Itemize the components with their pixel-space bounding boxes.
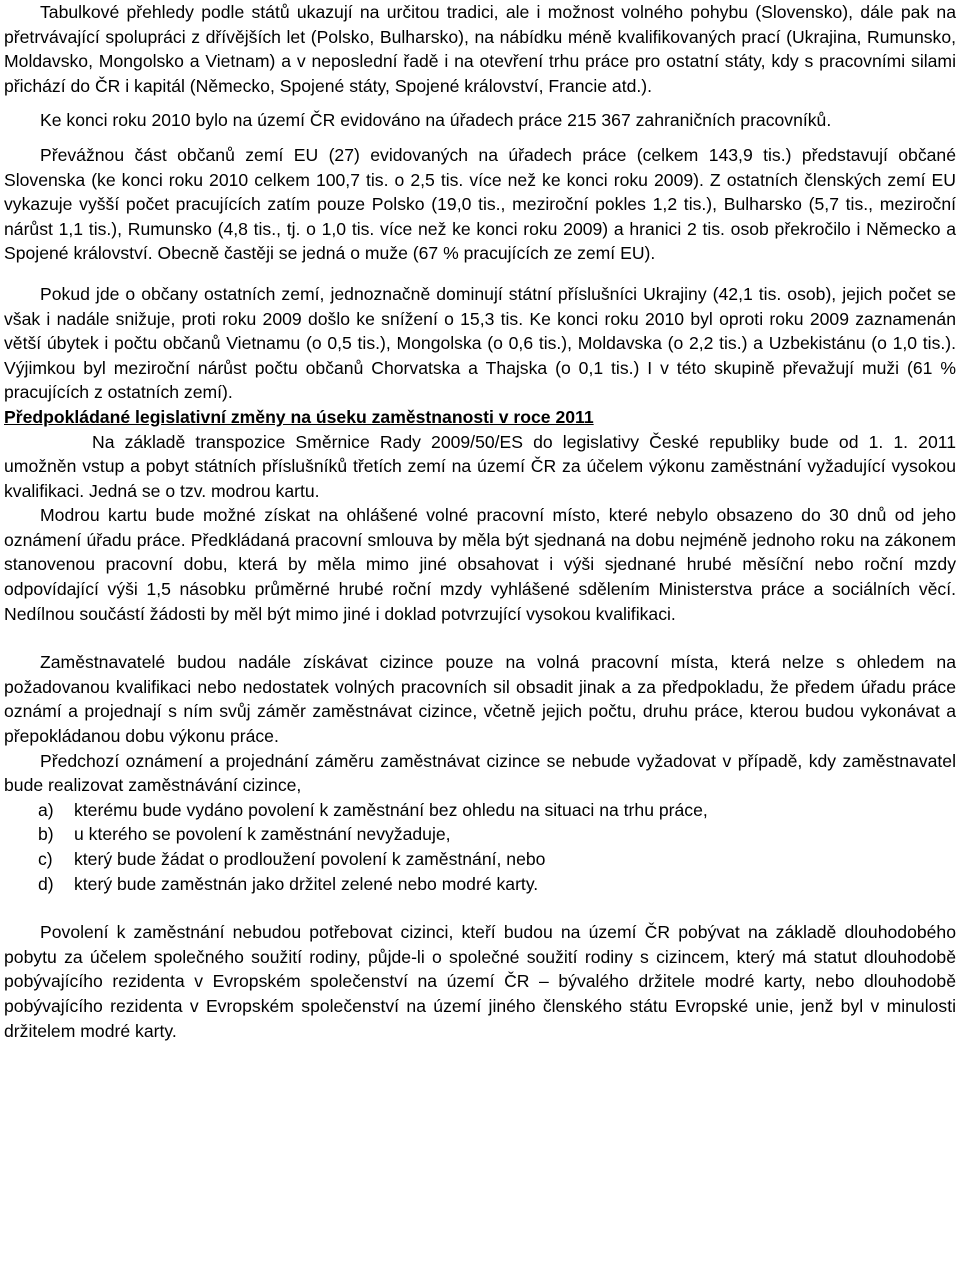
paragraph-country-overview: Tabulkové přehledy podle států ukazují na určitou tradici, ale i možnost volného pohybu (Slovensko), dále pak na přetrvávající spolupráci z dřívějších let (Polsko, Bulharsko), na nábídku méně kvalifikovaných prací (Ukrajina, Rumunsko, Moldavsko, Mongolsko a Vietnam) a v neposlední řadě i na otevření trhu práce pro ostatní státy, kdy s pracovními silami přichází do ČR i kapitál (Německo, Spojené státy, Spojené království, Francie atd.).	[4, 2, 956, 96]
list-item	[4, 872, 960, 897]
paragraph-employers: Zaměstnavatelé budou nadále získávat cizince pouze na volná pracovní místa, která nelze s ohledem na požadovanou kvalifikaci nebo nedostatek volných pracovních sil obsadit jinak a za předpokladu, že předem úřadu práce oznámí a projednají s ním svůj záměr zaměstnávat cizince, včetně jejich počtu, druhu práce, kterou budou vykonávat a přepokládanou dobu výkonu práce.	[4, 652, 956, 747]
paragraph-eu-citizens: Převážnou část občanů zemí EU (27) evidovaných na úřadech práce (celkem 143,9 tis.) představují občané Slovenska (ke konci roku 2010 celkem 100,7 tis. o 2,5 tis. více než ke konci roku 2009). Z ostatních členských zemí EU vykazuje vyšší počet pracujících zatím pouze Polsko (19,0 tis., meziroční pokles 1,2 tis.), Bulharsko (5,7 tis., meziroční nárůst 1,1 tis.), Rumunsko (4,8 tis., tj. o 1,0 tis. více než ke konci roku 2009) a hranici 2 tis. osob překročilo i Německo a Spojené království. Obecně častěji se jedná o muže (67 % pracujících ze zemí EU).	[4, 144, 956, 264]
paragraph-blue-card-conditions: Modrou kartu bude možné získat na ohlášené volné pracovní místo, které nebylo obsazeno do 30 dnů od jeho oznámení úřadu práce. Předkládaná pracovní smlouva by měla být sjednaná na dobu nejméně jednoho roku na zákonem stanovenou pracovní dobu, která by měla mimo jiné obsahovat i výši sjednané hrubé měsíční nebo roční mzdy odpovídající výši 1,5 násobku průměrné hrubé roční mzdy vyhlášené sdělením Ministerstva práce a sociálních věcí. Nedílnou součástí žádosti by měl být mimo jiné i doklad potvrzující vysokou kvalifikaci.	[4, 505, 956, 624]
section-heading-legislative-changes: Předpokládané legislativní změny na úseku zaměstnanosti v roce 2011	[4, 406, 594, 427]
list-item	[4, 822, 960, 847]
exceptions-list	[4, 798, 960, 896]
paragraph-work-permit-exemption: Povolení k zaměstnání nebudou potřebovat cizinci, kteří budou na území ČR pobývat na základě dlouhodobého pobytu za účelem společného soužití rodiny, půjde-li o společné soužití rodiny s cizincem, který má statut dlouhodobě pobývajícího rezidenta v Evropském společenství na území ČR – bývalého držitele modré karty, nebo dlouhodobě pobývajícího rezidenta v Evropském společenství na území jiného členského státu Evropské unie, jenž byl v minulosti držitelem modré karty.	[4, 922, 956, 1041]
list-item-text: kterému bude vydáno povolení k zaměstnání bez ohledu na situaci na trhu práce,	[74, 799, 708, 820]
list-item	[4, 847, 960, 872]
paragraph-prior-notification: Předchozí oznámení a projednání záměru zaměstnávat cizince se nebude vyžadovat v případě, kdy zaměstnavatel bude realizovat zaměstnávání cizince,	[4, 750, 956, 796]
paragraph-blue-card-directive: Na základě transpozice Směrnice Rady 2009/50/ES do legislativy České republiky bude od 1. 1. 2011 umožněn vstup a pobyt státních příslušníků třetích zemí na území ČR za účelem výkonu zaměstnání vyžadující vysokou kvalifikaci. Jedná se o tzv. modrou kartu.	[4, 431, 956, 501]
list-item-text: který bude zaměstnán jako držitel zelené nebo modré karty.	[74, 873, 539, 894]
paragraph-other-countries: Pokud jde o občany ostatních zemí, jednoznačně dominují státní příslušníci Ukrajiny (42,1 tis. osob), jejich počet se však i nadále snižuje, proti roku 2009 došlo ke snížení o 15,3 tis. Ke konci roku 2010 byl oproti roku 2009 zaznamenán větší úbytek i počtu občanů Vietnamu (o 0,5 tis.), Mongolska (o 0,6 tis.), Moldavska (o 2,2 tis.) a Uzbekistánu (o 1,0 tis.). Výjimkou byl meziroční nárůst počtu občanů Chorvatska a Thajska (o 0,1 tis.) I v této skupině převažují muži (61 % pracujících z ostatních zemí).	[4, 283, 956, 403]
list-marker: b)	[38, 824, 54, 845]
list-marker: a)	[38, 799, 54, 820]
paragraph-foreign-workers-total: Ke konci roku 2010 bylo na území ČR evidováno na úřadech práce 215 367 zahraničních pracovníků.	[40, 110, 832, 131]
list-marker: c)	[38, 849, 53, 869]
list-item-text: který bude žádat o prodloužení povolení k zaměstnání, nebo	[74, 849, 546, 869]
list-marker: d)	[38, 873, 54, 894]
list-item-text: u kterého se povolení k zaměstnání nevyžaduje,	[74, 824, 451, 845]
list-item	[4, 798, 960, 823]
